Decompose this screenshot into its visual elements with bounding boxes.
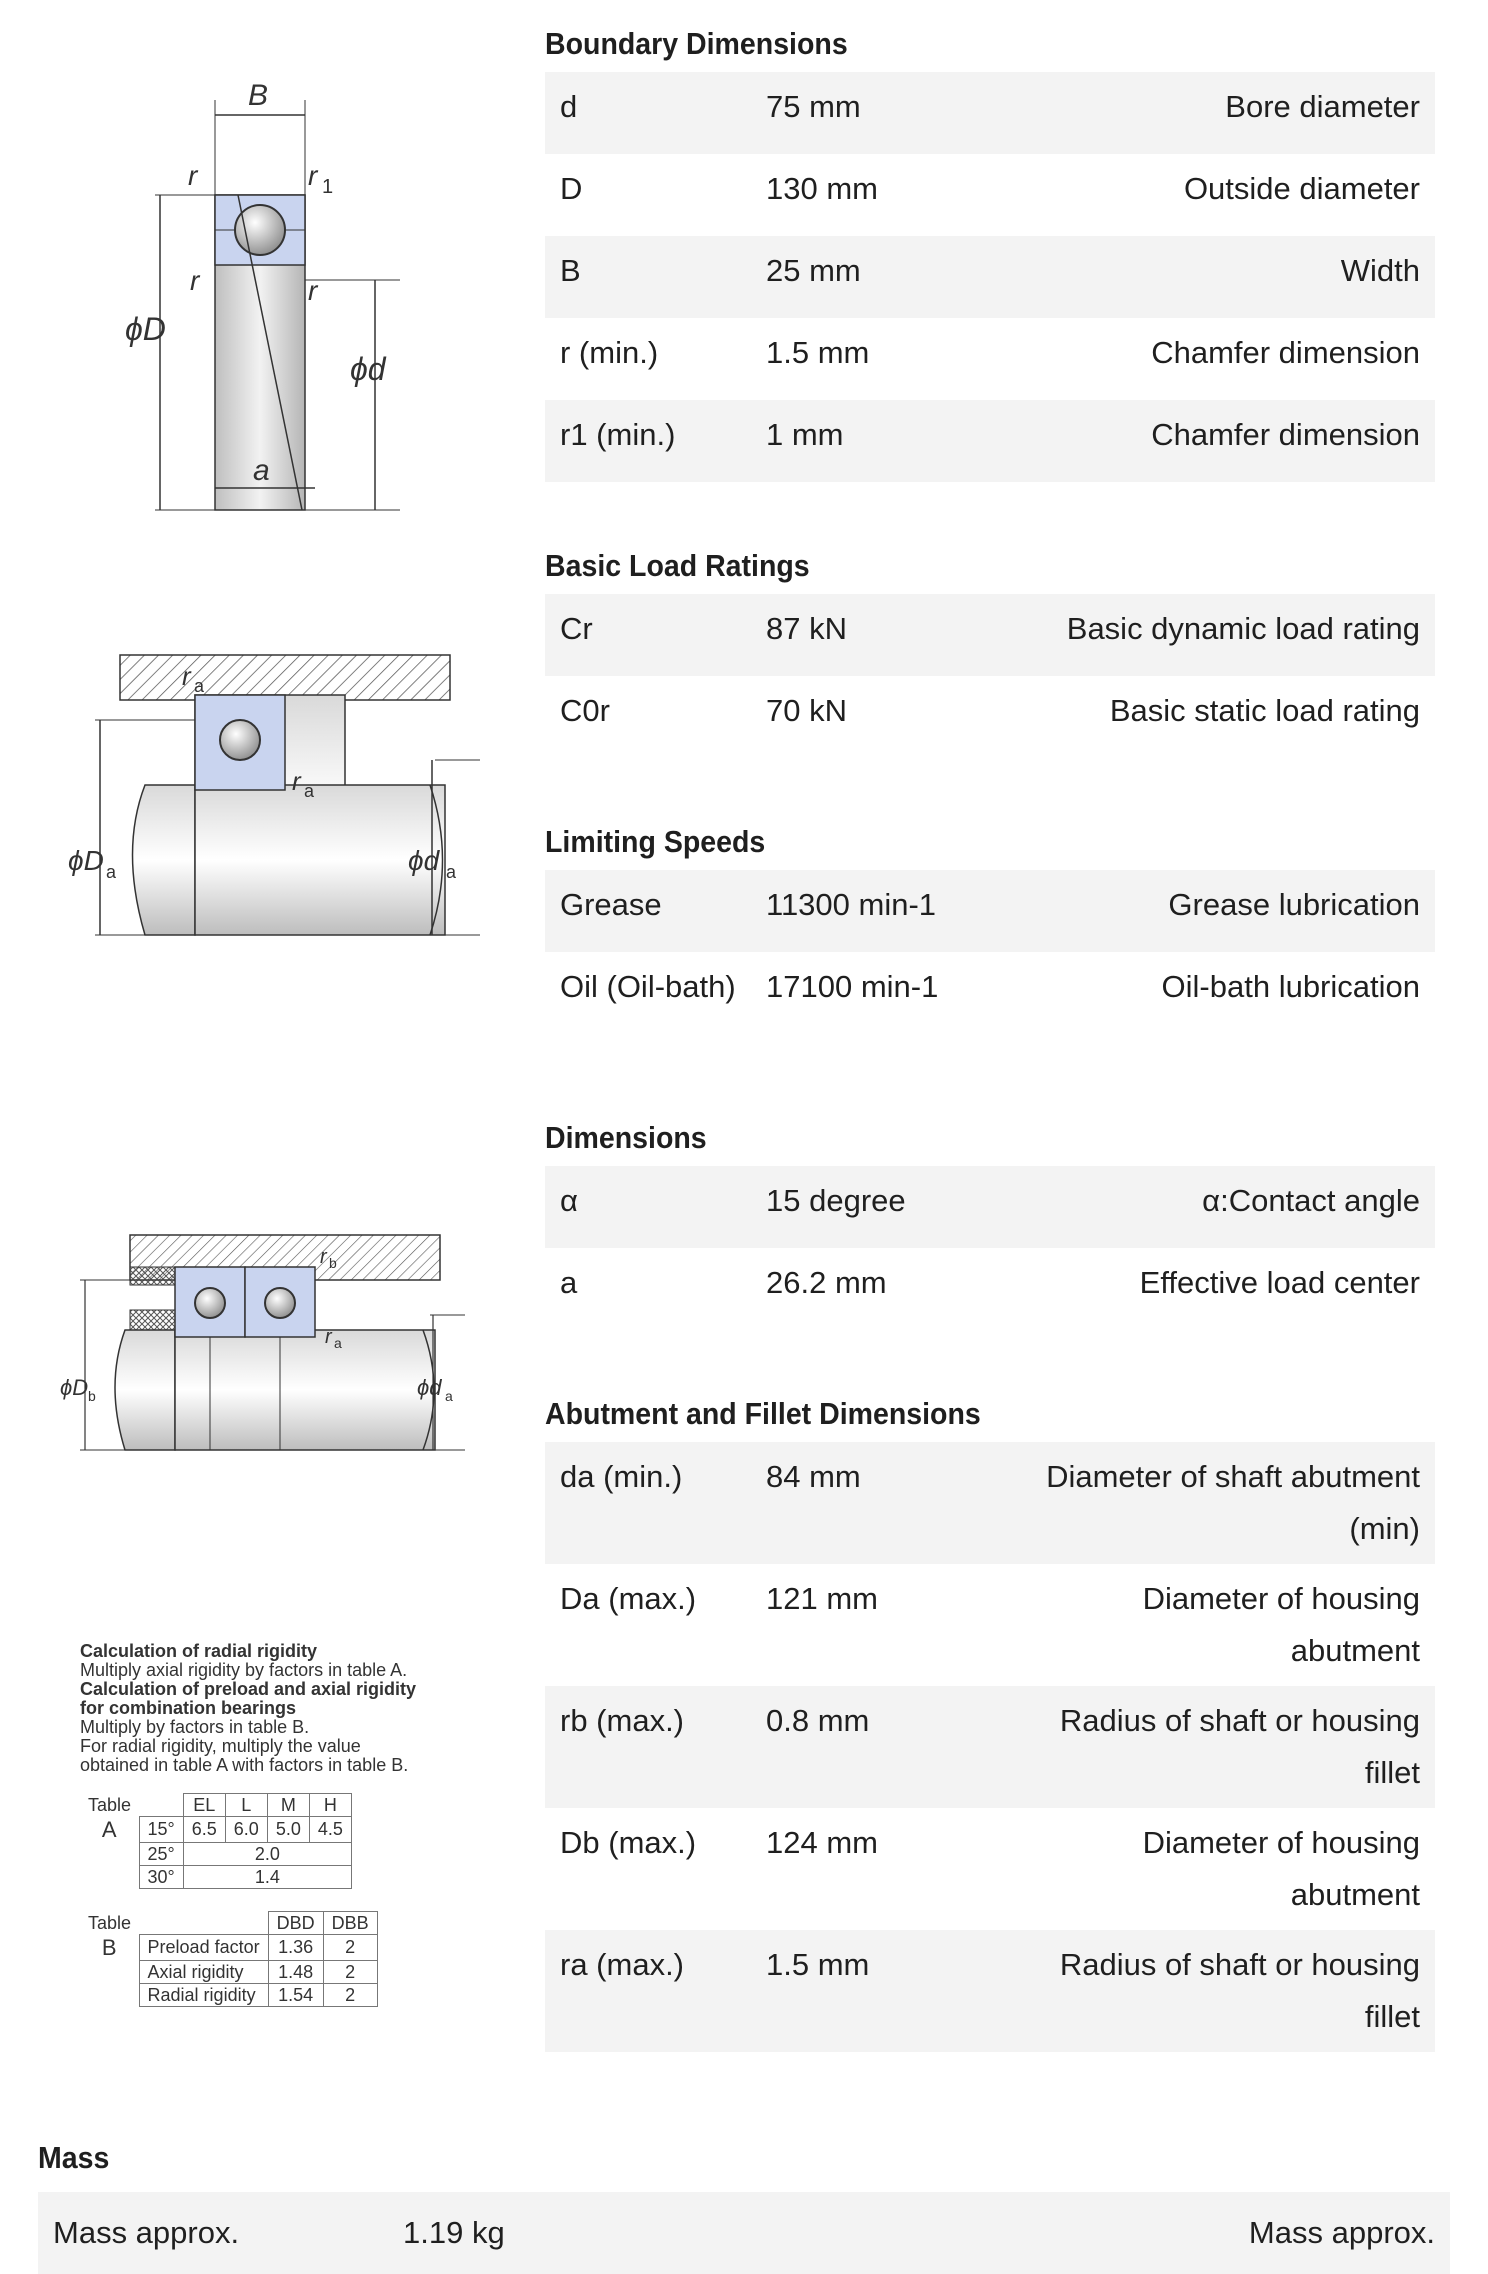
spec-desc: Basic dynamic load rating <box>1066 611 1420 646</box>
table-b-cell: 2 <box>323 1935 377 1961</box>
table-b-rowname: Axial rigidity <box>139 1961 268 1984</box>
spec-value: 130 mm <box>766 171 878 206</box>
spec-row <box>545 1166 1435 1248</box>
label-r-top: r <box>188 160 198 191</box>
table-b-label: Table <box>88 1912 132 1933</box>
rigidity-table-a <box>80 1793 352 1889</box>
label-phid: ϕd <box>350 351 386 387</box>
rigidity-table-b <box>80 1911 378 2007</box>
table-b-cell: 2 <box>323 1984 377 2007</box>
table-a-cell: 6.5 <box>183 1817 225 1843</box>
spec-tables <box>545 16 1435 2108</box>
spec-row <box>545 154 1435 236</box>
label-a: a <box>253 454 270 487</box>
label-r1: r <box>308 160 318 191</box>
spec-symbol: ra (max.) <box>560 1947 684 1982</box>
label-phida-2: ϕd <box>417 1375 442 1400</box>
section-dimensions <box>545 1110 1435 1330</box>
spec-symbol: r1 (min.) <box>560 417 676 452</box>
table-b-header: DBB <box>323 1912 377 1935</box>
spec-symbol: Da (max.) <box>560 1581 697 1616</box>
spec-desc: Chamfer dimension <box>1151 335 1420 370</box>
spec-row <box>545 400 1435 482</box>
spec-row <box>545 1930 1435 2052</box>
label-ra-top: r <box>182 661 191 691</box>
spec-desc: Effective load center <box>1139 1265 1420 1300</box>
table-a-header: EL <box>183 1794 225 1817</box>
spec-symbol: r (min.) <box>560 335 659 370</box>
mass-row <box>38 2192 1450 2274</box>
spec-desc: Basic static load rating <box>1109 693 1420 728</box>
mass-desc: Mass approx. <box>1248 2215 1435 2250</box>
spec-desc: Bore diameter <box>1225 89 1420 124</box>
rigidity-line-5: Multiply by factors in table B. <box>80 1717 310 1737</box>
spec-row <box>545 72 1435 154</box>
spec-row <box>545 1686 1435 1808</box>
section-boundary-dimensions <box>545 16 1435 482</box>
table-a-angle: 15° <box>139 1817 183 1843</box>
spec-row <box>545 676 1435 758</box>
section-abutment-fillet <box>545 1386 1435 2052</box>
mounting-figure <box>60 640 480 960</box>
label-r1-sub: 1 <box>322 176 334 198</box>
spec-desc: Grease lubrication <box>1168 887 1420 922</box>
label-phida-sub: a <box>446 862 457 882</box>
table-b-cell: 1.36 <box>268 1935 323 1961</box>
spec-desc: α:Contact angle <box>1202 1183 1420 1218</box>
spec-row <box>545 952 1435 1034</box>
spec-symbol: da (min.) <box>560 1459 683 1494</box>
table-b-rowname: Radial rigidity <box>139 1984 268 2007</box>
label-rb-sub: b <box>329 1255 337 1271</box>
rigidity-line-4: for combination bearings <box>80 1698 297 1718</box>
label-ra-sub: a <box>304 781 315 801</box>
spec-value: 11300 min-1 <box>766 887 937 922</box>
spec-symbol: Db (max.) <box>560 1825 697 1860</box>
spec-row <box>545 1248 1435 1330</box>
spec-value: 0.8 mm <box>766 1703 870 1738</box>
spec-row <box>545 594 1435 676</box>
table-a-cell: 6.0 <box>225 1817 267 1843</box>
table-a-cell: 5.0 <box>267 1817 309 1843</box>
label-phiD: ϕD <box>125 311 166 347</box>
spec-desc: Width <box>1340 253 1420 288</box>
spec-row <box>545 318 1435 400</box>
label-rb: r <box>320 1246 327 1268</box>
spec-value: 26.2 mm <box>766 1265 887 1300</box>
label-ra-2: r <box>325 1326 332 1348</box>
table-b-letter: B <box>101 1934 117 1960</box>
table-b-header: DBD <box>268 1912 323 1935</box>
paired-mounting-figure <box>55 1225 475 1465</box>
spec-symbol: D <box>560 171 583 206</box>
mass-symbol: Mass approx. <box>53 2215 240 2250</box>
section-title: Limiting Speeds <box>545 824 766 859</box>
spec-symbol: Cr <box>560 611 593 646</box>
mass-title: Mass <box>38 2140 110 2175</box>
spec-desc: Radius of shaft or housing fillet <box>1059 1703 1420 1790</box>
label-ra: r <box>292 766 301 796</box>
mass-value: 1.19 kg <box>403 2215 505 2250</box>
section-title: Basic Load Ratings <box>545 548 810 583</box>
table-a-angle: 30° <box>139 1866 183 1889</box>
spec-row <box>545 1808 1435 1930</box>
rigidity-line-3: Calculation of preload and axial rigidity <box>80 1679 417 1699</box>
spec-symbol: Oil (Oil-bath) <box>560 969 736 1004</box>
spec-desc: Oil-bath lubrication <box>1161 969 1420 1004</box>
spec-value: 1 mm <box>766 417 844 452</box>
spec-value: 84 mm <box>766 1459 861 1494</box>
table-a-label: Table <box>88 1794 132 1815</box>
table-a-cell: 4.5 <box>309 1817 351 1843</box>
label-r-right: r <box>308 275 318 306</box>
section-basic-load-ratings <box>545 538 1435 758</box>
spec-value: 87 kN <box>766 611 847 646</box>
table-a-letter: A <box>101 1816 117 1842</box>
spec-row <box>545 1442 1435 1564</box>
rigidity-line-1: Calculation of radial rigidity <box>80 1641 318 1661</box>
label-phiDa: ϕD <box>68 845 104 876</box>
rigidity-line-6: For radial rigidity, multiply the value <box>80 1736 361 1756</box>
spec-symbol: rb (max.) <box>560 1703 684 1738</box>
label-ra-top-sub: a <box>194 676 205 696</box>
spec-symbol: α <box>560 1183 578 1218</box>
spec-row <box>545 236 1435 318</box>
spec-symbol: B <box>560 253 581 288</box>
section-title: Abutment and Fillet Dimensions <box>545 1396 981 1431</box>
table-a-header: L <box>225 1794 267 1817</box>
table-b-rowname: Preload factor <box>139 1935 268 1961</box>
spec-desc: Diameter of housing abutment <box>1142 1581 1420 1668</box>
spec-value: 124 mm <box>766 1825 878 1860</box>
label-phiDa-sub: a <box>106 862 117 882</box>
rigidity-calculation <box>80 1642 480 2007</box>
label-phida: ϕd <box>408 845 440 876</box>
spec-value: 15 degree <box>766 1183 906 1218</box>
section-title: Boundary Dimensions <box>545 26 848 61</box>
spec-symbol: d <box>560 89 578 124</box>
spec-value: 1.5 mm <box>766 335 870 370</box>
label-phiDb: ϕD <box>60 1375 89 1400</box>
spec-row <box>545 870 1435 952</box>
spec-value: 1.5 mm <box>766 1947 870 1982</box>
spec-desc: Diameter of housing abutment <box>1142 1825 1420 1912</box>
spec-desc: Radius of shaft or housing fillet <box>1059 1947 1420 2034</box>
spec-desc: Chamfer dimension <box>1151 417 1420 452</box>
table-b-cell: 2 <box>323 1961 377 1984</box>
label-ra-2-sub: a <box>334 1335 342 1351</box>
table-a-header: M <box>267 1794 309 1817</box>
table-a-cell: 1.4 <box>183 1866 351 1889</box>
label-r-mid: r <box>190 265 200 296</box>
table-b-cell: 1.54 <box>268 1984 323 2007</box>
table-a-cell: 2.0 <box>183 1843 351 1866</box>
rigidity-line-7: obtained in table A with factors in table B. <box>80 1755 409 1775</box>
spec-symbol: Grease <box>560 887 662 922</box>
spec-desc: Outside diameter <box>1183 171 1420 206</box>
table-b-cell: 1.48 <box>268 1961 323 1984</box>
spec-value: 25 mm <box>766 253 861 288</box>
section-title: Dimensions <box>545 1120 707 1155</box>
spec-symbol: C0r <box>560 693 610 728</box>
rigidity-line-2: Multiply axial rigidity by factors in table A. <box>80 1660 408 1680</box>
spec-symbol: a <box>560 1265 578 1300</box>
spec-value: 70 kN <box>766 693 847 728</box>
label-phida-2-sub: a <box>445 1388 453 1404</box>
table-a-header: H <box>309 1794 351 1817</box>
section-limiting-speeds <box>545 814 1435 1034</box>
spec-row <box>545 1564 1435 1686</box>
spec-value: 75 mm <box>766 89 861 124</box>
spec-value: 121 mm <box>766 1581 878 1616</box>
label-phiDb-sub: b <box>88 1388 96 1404</box>
bearing-dimension-figure <box>110 70 430 520</box>
spec-desc: Diameter of shaft abutment (min) <box>1046 1459 1420 1546</box>
spec-value: 17100 min-1 <box>766 969 939 1004</box>
label-B: B <box>248 79 269 112</box>
table-a-angle: 25° <box>139 1843 183 1866</box>
